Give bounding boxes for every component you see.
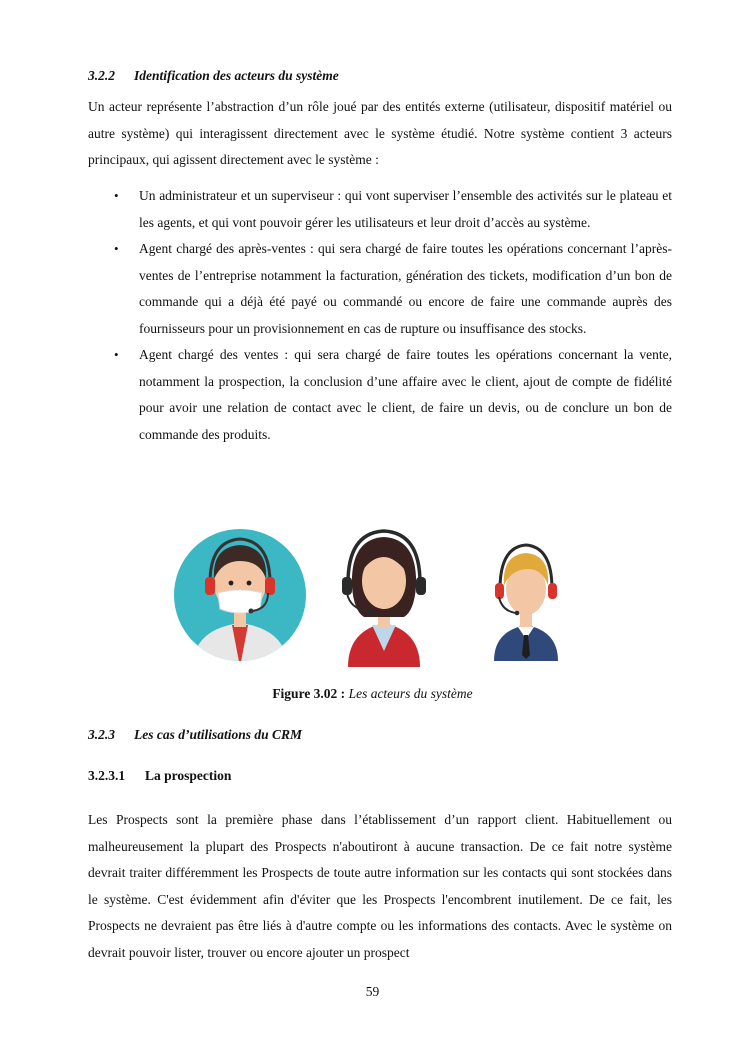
section-title: Identification des acteurs du système <box>134 68 339 83</box>
masked-agent-avatar-icon <box>172 517 308 667</box>
man-agent-avatar-icon <box>488 539 564 661</box>
section-heading-3-2-3 <box>88 727 302 743</box>
section-number: 3.2.2 <box>88 68 115 83</box>
actors-figure <box>170 517 570 672</box>
section-heading-3-2-2 <box>88 68 339 84</box>
actors-list <box>88 183 672 448</box>
figure-label: Figure 3.02 : <box>272 686 346 701</box>
subsection-number: 3.2.3.1 <box>88 768 126 783</box>
actor-text: Agent chargé des ventes : qui sera chargé de faire toutes les opérations concernant la vente, notamment la prospection, la conclusion d’une affaire avec le client, ajout de compte de fidélité pour avoir une relation de contact avec le client, de faire un devis, ou de conclure un bon de commande des produits. <box>139 347 672 442</box>
actor-text: Agent chargé des après-ventes : qui sera chargé de faire toutes les opérations concernant l’après-ventes de l’entreprise notamment la facturation, génération des tickets, modification d’un bon de commande qui a déjà été payé ou commandé ou encore de faire une commande auprès des fournisseurs pour un provisionnement en cas de rupture ou insuffisance des stocks. <box>139 241 672 336</box>
figure-title: Les acteurs du système <box>348 686 473 701</box>
bullet-icon: • <box>114 241 119 256</box>
page-number: 59 <box>365 984 380 999</box>
actor-item-after-sales <box>88 236 672 342</box>
subsection-title: La prospection <box>145 768 232 783</box>
subsection-heading-3-2-3-1 <box>88 768 231 784</box>
actor-text: Un administrateur et un superviseur : qui vont superviser l’ensemble des activités sur le plateau et les agents, et qui vont pouvoir gérer les utilisateurs et leur droit d’accès au système. <box>139 188 672 230</box>
section-number: 3.2.3 <box>88 727 115 742</box>
intro-paragraph: Un acteur représente l’abstraction d’un rôle joué par des entités externe (utilisateur, dispositif matériel ou autre système) qui interagissent directement avec le système étudié. Notre système contient 3 acteurs principaux, qui agissent directement avec le système : <box>88 99 672 167</box>
figure-caption <box>0 686 745 702</box>
section-title: Les cas d’utilisations du CRM <box>134 727 303 742</box>
bullet-icon: • <box>114 347 119 362</box>
woman-agent-avatar-icon <box>338 527 430 667</box>
actor-item-admin <box>88 183 672 236</box>
prospection-paragraph: Les Prospects sont la première phase dans l’établissement d’un rapport client. Habituellement ou malheureusement la plupart des Prospects n'aboutiront à aucune transaction. De ce fait notre système devrait traiter différemment les Prospects de toute autre information sur les contacts qui sont stockées dans le système. C'est évidemment afin d'éviter que les Prospects l'encombrent inutilement. De ce fait, les Prospects ne devraient pas être liés à d'autre compte ou les informations des contacts. Avec le système on devrait pouvoir lister, trouver ou encore ajouter un prospect <box>88 812 672 960</box>
actor-item-sales <box>88 342 672 448</box>
bullet-icon: • <box>114 188 119 203</box>
